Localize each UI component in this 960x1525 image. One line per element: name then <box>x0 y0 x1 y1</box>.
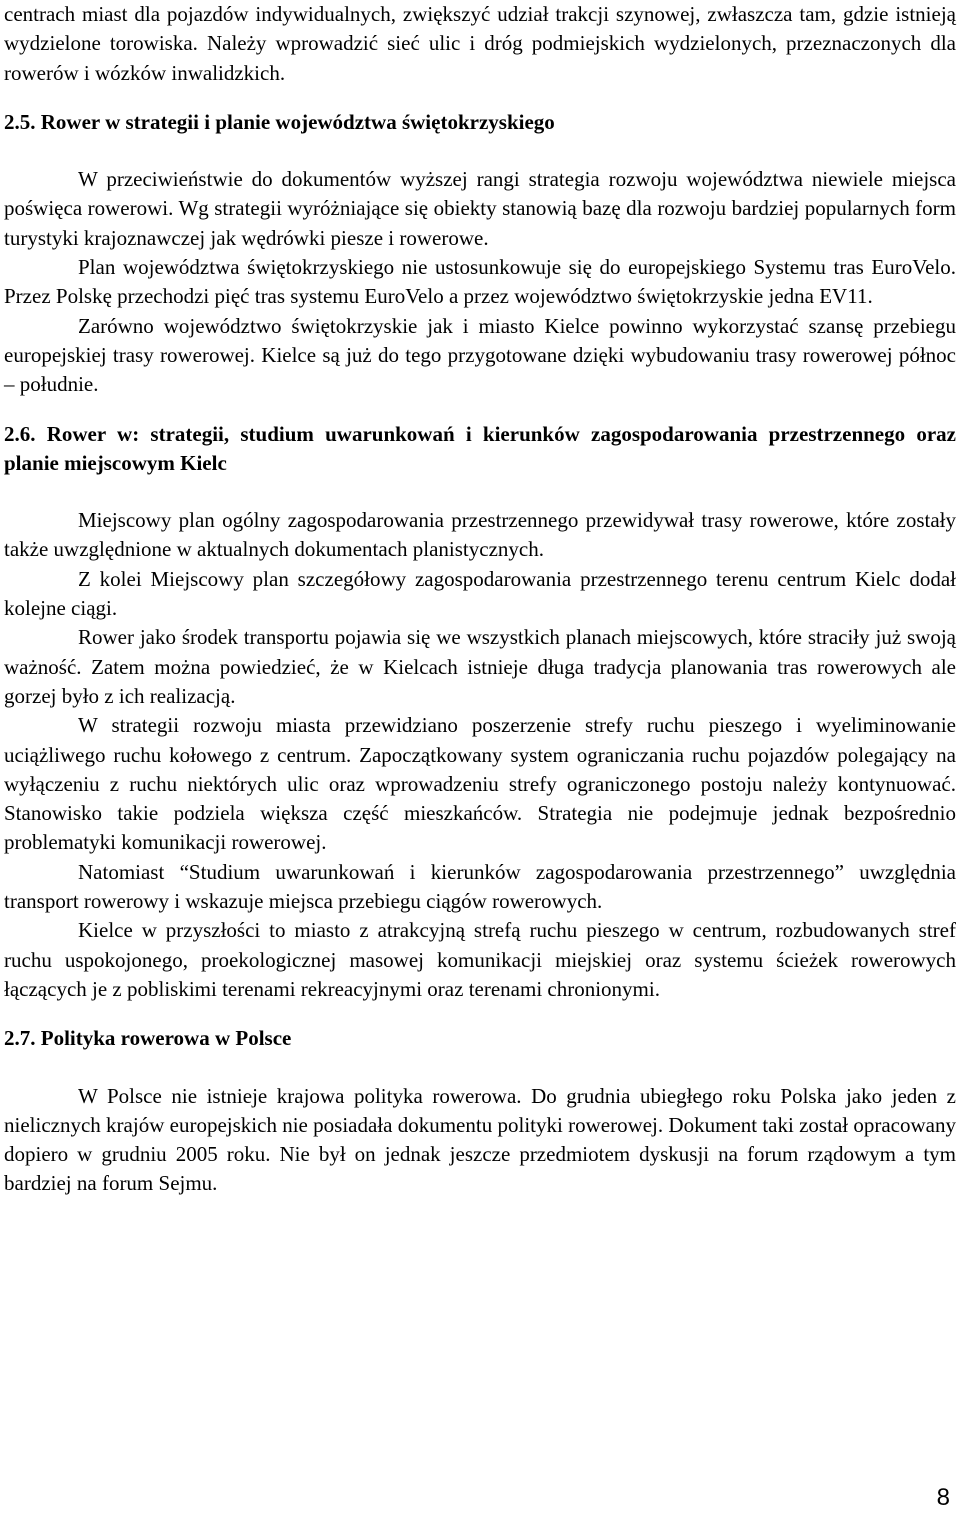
spacer <box>4 1054 956 1082</box>
section-heading-2-5: 2.5. Rower w strategii i planie województwa świętokrzyskiego <box>4 109 555 134</box>
section-heading-2-6: 2.6. Rower w: strategii, studium uwarunkowań i kierunków zagospodarowania przestrzennego oraz planie miejscowym Kielc <box>4 421 956 475</box>
section-2-6-paragraph-2: Z kolei Miejscowy plan szczegółowy zagospodarowania przestrzennego terenu centrum Kielc dodał kolejne ciągi. <box>4 566 956 621</box>
document-page <box>4 0 956 1199</box>
section-2-7-paragraph-1: W Polsce nie istnieje krajowa polityka rowerowa. Do grudnia ubiegłego roku Polska jako jeden z nielicznych krajów europejskich nie posiadała dokumentu polityki rowerowej. Dokument taki został opracowany dopiero w grudniu 2005 roku. Nie był on jednak jeszcze przedmiotem dyskusji na forum rządowym a tym bardziej na forum Sejmu. <box>4 1083 956 1196</box>
intro-paragraph: centrach miast dla pojazdów indywidualnych, zwiększyć udział trakcji szynowej, zwłaszcza tam, gdzie istnieją wydzielone torowiska. Należy wprowadzić sieć ulic i dróg podmiejskich wydzielonych, przeznaczonych dla rowerów i wózków inwalidzkich. <box>4 2 956 85</box>
section-heading-2-7: 2.7. Polityka rowerowa w Polsce <box>4 1026 292 1051</box>
section-2-6-paragraph-3: Rower jako środek transportu pojawia się we wszystkich planach miejscowych, które straciły już swoją ważność. Zatem można powiedzieć, że w Kielcach istnieje długa tradycja planowania tras rowerowych ale gorzej było z ich realizacją. <box>4 625 956 708</box>
spacer <box>4 88 956 108</box>
section-2-5-paragraph-1: W przeciwieństwie do dokumentów wyższej rangi strategia rozwoju województwa niewiele miejsca poświęca rowerowi. Wg strategii wyróżniające się obiekty stanowią bazę dla rozwoju bardziej popularnych form turystyki krajoznawczej jak wędrówki piesze i rowerowe. <box>4 167 956 250</box>
spacer <box>4 400 956 420</box>
section-2-6-paragraph-1: Miejscowy plan ogólny zagospodarowania przestrzennego przewidywał trasy rowerowe, które zostały także uwzględnione w aktualnych dokumentach planistycznych. <box>4 508 956 562</box>
section-2-5-paragraph-2: Plan województwa świętokrzyskiego nie ustosunkowuje się do europejskiego Systemu tras EuroVelo. Przez Polskę przechodzi pięć tras systemu EuroVelo a przez województwo świętokrzyskie jedna EV11. <box>4 255 956 309</box>
section-2-6-paragraph-5: Natomiast “Studium uwarunkowań i kierunków zagospodarowania przestrzennego” uwzględnia transport rowerowy i wskazuje miejsca przebiegu ciągów rowerowych. <box>4 859 956 914</box>
spacer <box>4 137 956 165</box>
spacer <box>4 478 956 506</box>
section-2-6-paragraph-4: W strategii rozwoju miasta przewidziano poszerzenie strefy ruchu pieszego i wyeliminowanie uciążliwego ruchu kołowego z centrum. Zapoczątkowany system ograniczania ruchu pojazdów polegający na wyłączeniu z ruchu niektórych ulic oraz wprowadzeniu strefy ograniczonego postoju należy kontynuować. Stanowisko takie podziela większa część mieszkańców. Strategia nie podejmuje jednak bezpośrednio problematyki komunikacji rowerowej. <box>4 713 956 855</box>
spacer <box>4 1004 956 1024</box>
section-2-6-paragraph-6: Kielce w przyszłości to miasto z atrakcyjną strefą ruchu pieszego w centrum, rozbudowanych stref ruchu uspokojonego, proekologicznej masowej komunikacji miejskiej oraz systemu ścieżek rowerowych łączących je z pobliskimi terenami rekreacyjnymi oraz terenami chronionymi. <box>4 918 956 1001</box>
section-2-5-paragraph-3: Zarówno województwo świętokrzyskie jak i miasto Kielce powinno wykorzystać szansę przebiegu europejskiej trasy rowerowej. Kielce są już do tego przygotowane dzięki wybudowaniu trasy rowerowej północ – południe. <box>4 313 956 397</box>
page-number: 8 <box>936 1484 950 1511</box>
